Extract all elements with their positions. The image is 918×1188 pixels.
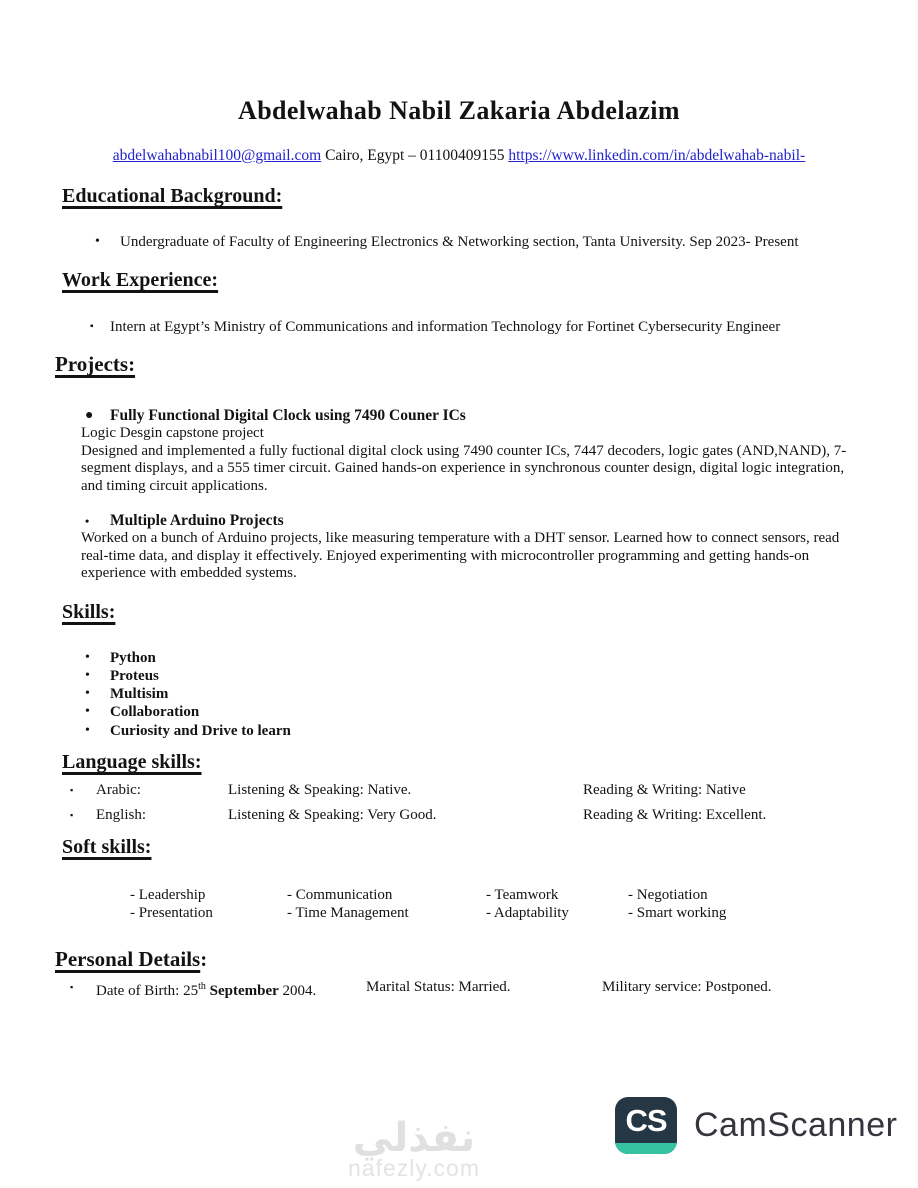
bullet-square-icon: ▪ bbox=[70, 809, 74, 820]
camscanner-icon-letters: CS bbox=[625, 1103, 667, 1138]
language-reading: Reading & Writing: Native bbox=[583, 781, 746, 798]
bullet-dot-icon: • bbox=[85, 686, 90, 702]
soft-skills-row bbox=[130, 886, 918, 904]
bullet-dot-icon: • bbox=[95, 234, 100, 249]
skill-item bbox=[85, 722, 918, 740]
section-heading-work: Work Experience: bbox=[62, 269, 219, 291]
linkedin-link[interactable]: https://www.linkedin.com/in/abdelwahab-nabil- bbox=[508, 147, 806, 164]
ordinal-suffix: th bbox=[198, 980, 206, 992]
section-heading-personal: Personal Details: bbox=[55, 946, 208, 971]
skill-label: Proteus bbox=[110, 667, 159, 684]
camscanner-icon bbox=[615, 1097, 677, 1154]
soft-skill: - Communication bbox=[287, 886, 393, 903]
contact-location-phone: Cairo, Egypt – 01100409155 bbox=[321, 147, 509, 164]
military-service: Military service: Postponed. bbox=[602, 978, 772, 995]
language-name: Arabic: bbox=[96, 781, 141, 798]
soft-skills-row bbox=[130, 904, 918, 922]
marital-status: Marital Status: Married. bbox=[366, 978, 511, 995]
education-item bbox=[95, 233, 918, 251]
language-listening: Listening & Speaking: Very Good. bbox=[228, 806, 437, 823]
section-heading-soft-skills: Soft skills: bbox=[62, 835, 152, 858]
soft-skill: - Leadership bbox=[130, 886, 206, 903]
skill-item bbox=[85, 703, 918, 721]
bullet-dot-icon: • bbox=[85, 704, 90, 720]
skills-list bbox=[0, 649, 918, 740]
language-listening: Listening & Speaking: Native. bbox=[228, 781, 412, 798]
project-title bbox=[85, 407, 918, 425]
soft-skill: - Presentation bbox=[130, 904, 213, 921]
language-row bbox=[70, 807, 918, 824]
soft-skill: - Teamwork bbox=[486, 886, 559, 903]
watermark-arabic-text: نفذلي bbox=[352, 1115, 476, 1161]
soft-skill: - Negotiation bbox=[628, 886, 708, 903]
language-name: English: bbox=[96, 806, 147, 823]
contact-line bbox=[0, 146, 918, 166]
project-title bbox=[85, 512, 918, 530]
bullet-square-icon: ▪ bbox=[70, 784, 74, 795]
skill-label: Collaboration bbox=[110, 704, 200, 721]
education-item-text: Undergraduate of Faculty of Engineering Electronics & Networking section, Tanta University. Sep 2023- Present bbox=[120, 234, 799, 250]
skill-item bbox=[85, 667, 918, 685]
section-heading-projects: Projects: bbox=[55, 352, 136, 376]
skill-item bbox=[85, 685, 918, 703]
project-subtitle: Logic Desgin capstone project bbox=[81, 425, 264, 441]
work-item-text: Intern at Egypt’s Ministry of Communications and information Technology for Fortinet Cybersecurity Engineer bbox=[110, 319, 781, 335]
project-title-text: Multiple Arduino Projects bbox=[110, 512, 284, 529]
camscanner-icon-strip bbox=[615, 1143, 677, 1154]
watermark-domain-text: nafezly.com bbox=[347, 1155, 480, 1181]
skill-label: Curiosity and Drive to learn bbox=[110, 722, 291, 739]
soft-skill: - Time Management bbox=[287, 904, 409, 921]
bullet-square-icon: ▪ bbox=[90, 321, 94, 332]
bullet-dot-icon: • bbox=[85, 514, 90, 528]
skill-label: Multisim bbox=[110, 686, 169, 703]
bullet-big-dot-icon: ● bbox=[85, 408, 94, 423]
bullet-dot-icon: • bbox=[85, 649, 90, 665]
soft-skill: - Smart working bbox=[628, 904, 727, 921]
work-item bbox=[90, 318, 918, 336]
soft-skill: - Adaptability bbox=[486, 904, 569, 921]
page-title: Abdelwahab Nabil Zakaria Abdelazim bbox=[238, 96, 680, 125]
heading-colon: : bbox=[200, 946, 208, 971]
skill-item bbox=[85, 649, 918, 667]
email-link[interactable]: abdelwahabnabil100@gmail.com bbox=[112, 147, 322, 164]
language-reading: Reading & Writing: Excellent. bbox=[583, 806, 767, 823]
project-description: Designed and implemented a fully fuctional digital clock using 7490 counter ICs, 7447 decoders, logic gates (AND,NAND), 7-segment displays, and a 555 timer circuit. Gained hands-on experience in synchronous counter design, digital logic integration, and timing circuit applications. bbox=[81, 442, 847, 494]
section-heading-languages: Language skills: bbox=[62, 750, 202, 773]
project-description: Worked on a bunch of Arduino projects, like measuring temperature with a DHT sensor. Learned how to connect sensors, read real-time data, and display it effectively. Enjoyed experimenting with microcontroller programming and getting hands-on experience with embedded systems. bbox=[81, 530, 840, 581]
section-heading-education: Educational Background: bbox=[62, 185, 283, 207]
date-of-birth: Date of Birth: 25th September 2004. bbox=[96, 980, 317, 999]
bullet-dot-icon: • bbox=[85, 722, 90, 738]
bullet-dot-icon: • bbox=[85, 667, 90, 683]
skill-label: Python bbox=[110, 649, 156, 666]
section-heading-skills: Skills: bbox=[62, 600, 116, 623]
project-title-text: Fully Functional Digital Clock using 7490 Couner ICs bbox=[110, 407, 466, 424]
personal-details-row bbox=[70, 978, 918, 1000]
bullet-square-icon: ▪ bbox=[70, 981, 74, 992]
camscanner-brand bbox=[615, 1097, 897, 1154]
camscanner-label: CamScanner bbox=[694, 1106, 898, 1144]
language-row bbox=[70, 782, 918, 799]
